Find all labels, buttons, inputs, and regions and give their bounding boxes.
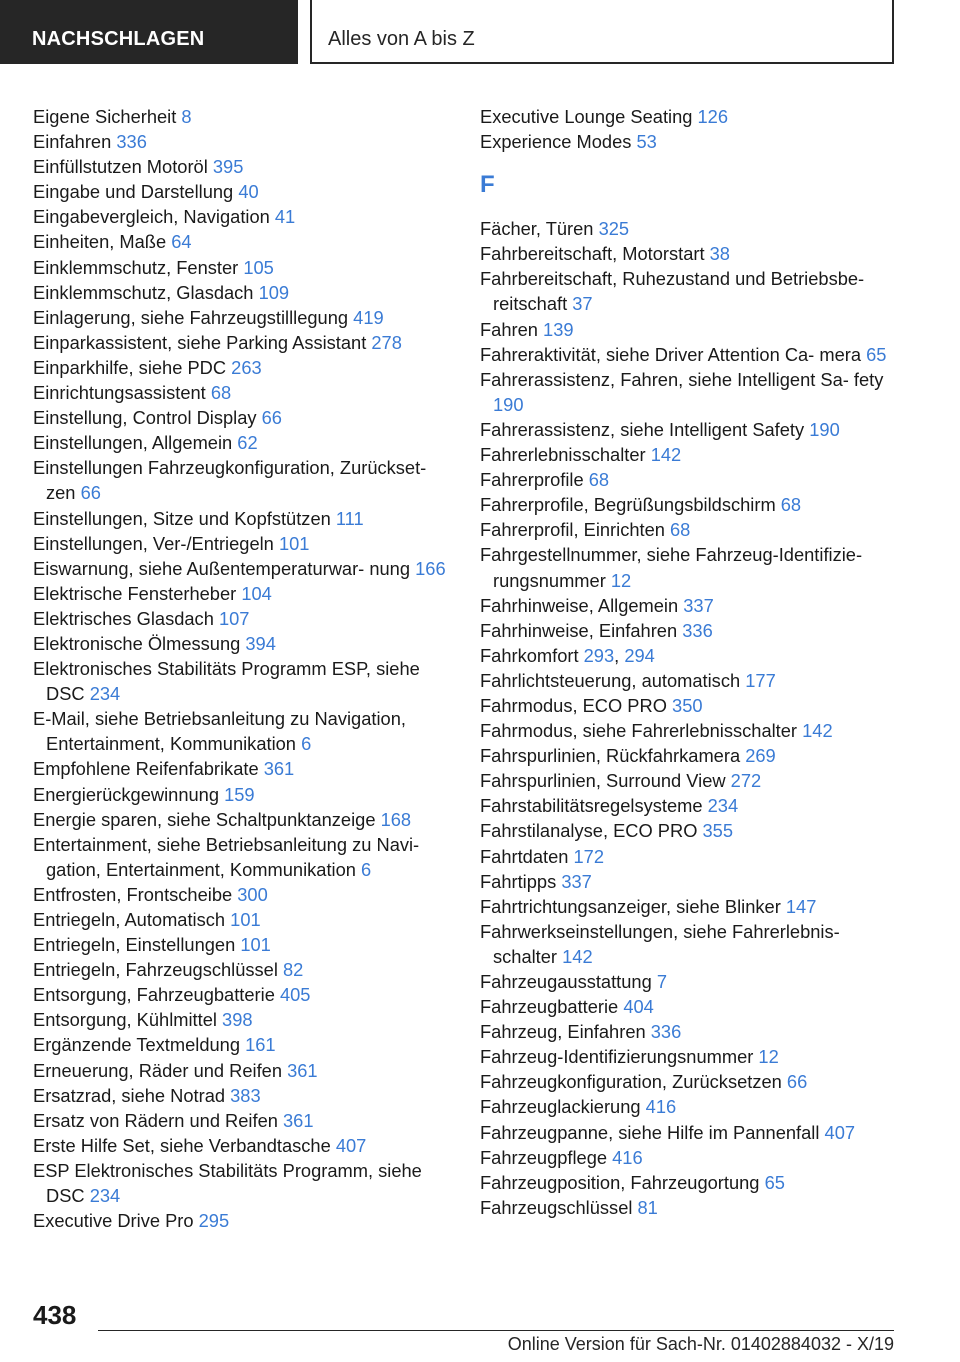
page-reference-link[interactable]: 81	[637, 1196, 658, 1218]
index-entry	[33, 807, 453, 832]
index-entry-text: Einstellungen Fahrzeugkonfiguration, Zurückset‐ zen	[33, 457, 427, 504]
page-reference-link[interactable]: 68	[670, 519, 691, 541]
page-reference-link[interactable]: 142	[650, 444, 682, 466]
index-entry-text: Einlagerung, siehe Fahrzeugstilllegung	[33, 306, 349, 328]
index-entry	[33, 706, 453, 756]
index-entry-text: Einstellungen, Sitze und Kopfstützen	[33, 507, 331, 529]
index-entry-text: Executive Drive Pro	[33, 1210, 194, 1232]
page-reference-link[interactable]: 278	[371, 331, 402, 353]
index-entry-text: Fahreraktivität, siehe Driver Attention Ca‐ mera	[480, 343, 862, 365]
index-entry-text: Einstellungen, Ver-/Entriegeln	[33, 532, 274, 554]
page-reference-link[interactable]: 383	[230, 1084, 261, 1106]
index-entry-text: Fahrzeugpflege	[480, 1146, 608, 1168]
index-entry	[33, 330, 453, 355]
page-reference-link[interactable]: 272	[730, 770, 762, 792]
index-entry-text: Fahrerlebnisschalter	[480, 444, 646, 466]
page-reference-link[interactable]: 12	[610, 569, 632, 591]
index-entry-text: Fahrerprofile	[480, 469, 584, 491]
index-entry-text: Fahrmodus, siehe Fahrerlebnisschalter	[480, 720, 798, 742]
index-entry: Fahrkomfort 293, 294	[480, 644, 655, 666]
index-entry	[480, 1170, 892, 1195]
index-entry	[33, 1133, 453, 1158]
index-entry	[480, 668, 892, 693]
index-entry-text: Einparkassistent, siehe Parking Assistant	[33, 331, 367, 353]
index-entry	[33, 932, 453, 957]
index-entry-text: ESP Elektronisches Stabilitäts Programm, siehe DSC	[33, 1159, 422, 1207]
page-reference-link[interactable]: 66	[80, 482, 101, 504]
index-entry-text: Erste Hilfe Set, siehe Verbandtasche	[33, 1134, 331, 1156]
index-entry	[33, 982, 453, 1007]
page-reference-link[interactable]: 104	[241, 582, 272, 604]
index-entry-text: Fahrerprofile, Begrüßungsbildschirm	[480, 494, 776, 516]
index-entry	[33, 506, 453, 531]
index-entry	[33, 455, 453, 505]
index-entry-text: Einstellung, Control Display	[33, 407, 257, 429]
page-reference-link[interactable]: 325	[598, 218, 630, 240]
page-reference-link[interactable]: 172	[573, 845, 605, 867]
index-entry-text: Fahrstilanalyse, ECO PRO	[480, 820, 698, 842]
index-entry-text: Fahrtdaten	[480, 845, 569, 867]
index-entry	[480, 216, 892, 241]
index-entry-text: Entsorgung, Kühlmittel	[33, 1009, 217, 1031]
index-entry	[33, 606, 453, 631]
index-entry	[480, 1120, 892, 1145]
page-reference-link[interactable]: 395	[212, 156, 244, 178]
page-reference-link[interactable]: 6	[361, 858, 372, 880]
index-entry	[33, 104, 453, 129]
index-entry	[480, 1094, 892, 1119]
page-reference-link[interactable]: 294	[624, 644, 655, 666]
index-entry-text: E-Mail, siehe Betriebsanleitung zu Navigation, Entertainment, Kommunikation	[33, 708, 406, 755]
page-reference-link[interactable]: 7	[656, 971, 668, 992]
index-entry	[33, 305, 453, 330]
index-entry	[33, 907, 453, 932]
index-entry	[480, 129, 892, 154]
page-reference-link[interactable]: 190	[809, 418, 840, 440]
index-entry	[480, 342, 892, 367]
index-entry-text: Elektrische Fensterheber	[33, 582, 237, 604]
page-reference-link[interactable]: 40	[238, 181, 259, 203]
page-reference-link[interactable]: 65	[866, 343, 887, 365]
page-reference-link[interactable]: 68	[588, 469, 610, 491]
index-entry-text: Entriegeln, Einstellungen	[33, 934, 236, 956]
page-reference-link[interactable]: 126	[697, 106, 729, 127]
index-entry	[480, 768, 892, 793]
header-title-box	[310, 0, 894, 64]
page-reference-link[interactable]: 394	[245, 632, 276, 654]
index-entry-text: Fahrmodus, ECO PRO	[480, 694, 667, 716]
page-reference-link[interactable]: 190	[493, 393, 524, 415]
page-reference-link[interactable]: 101	[278, 532, 310, 554]
page-reference-link[interactable]: 53	[636, 131, 657, 153]
page-reference-link[interactable]: 398	[222, 1009, 253, 1031]
index-entry	[480, 442, 892, 467]
index-entry-text: Eiswarnung, siehe Außentemperaturwar‐ nung	[33, 557, 411, 579]
index-entry-text: Fahrzeug, Einfahren	[480, 1021, 646, 1043]
index-entry	[33, 556, 453, 581]
page-reference-link[interactable]: 234	[707, 795, 739, 817]
index-entry-text: Entsorgung, Fahrzeugbatterie	[33, 984, 275, 1006]
page-reference-link[interactable]: 405	[279, 984, 311, 1006]
index-entry-text: Fahrzeuglackierung	[480, 1096, 641, 1118]
page-reference-link[interactable]: 336	[650, 1021, 682, 1043]
footer-online-version: Online Version für Sach-Nr. 01402884032 - X/19	[507, 1334, 894, 1354]
index-entry	[33, 1032, 453, 1057]
header-section-tab	[0, 0, 298, 64]
page-reference-link[interactable]: 361	[283, 1109, 314, 1131]
index-entry-text: Fahrwerkseinstellungen, siehe Fahrerlebnis‐ schalter	[480, 920, 840, 967]
index-entry	[33, 656, 453, 706]
index-entry	[480, 844, 892, 869]
index-entry	[480, 1195, 892, 1220]
index-entry	[480, 266, 892, 316]
index-entry-text: Fahrerassistenz, Fahren, siehe Intelligent Sa‐ fety	[480, 368, 884, 390]
index-entry-text: Ersatzrad, siehe Notrad	[33, 1084, 226, 1106]
index-entry-text: Einrichtungsassistent	[33, 382, 206, 404]
index-entry	[480, 1044, 892, 1069]
index-entry-text: Fahrzeugkonfiguration, Zurücksetzen	[480, 1071, 782, 1093]
index-entry-text: Fahrerassistenz, siehe Intelligent Safety	[480, 418, 805, 440]
index-entry-text: Einklemmschutz, Fenster	[33, 256, 239, 278]
index-entry-text: Fahrzeugbatterie	[480, 996, 619, 1018]
footer-divider	[98, 1330, 894, 1331]
page-reference-link[interactable]: 293	[583, 644, 615, 666]
index-entry-text: Fahrerprofil, Einrichten	[480, 519, 665, 541]
section-letter: F	[480, 171, 495, 199]
index-entry	[33, 154, 453, 179]
index-entry	[480, 241, 892, 266]
index-entry	[33, 280, 453, 305]
page-reference-link[interactable]: 65	[764, 1171, 785, 1193]
page-reference-link[interactable]: 361	[287, 1059, 318, 1081]
page-reference-link[interactable]: 12	[758, 1046, 779, 1068]
index-entry	[33, 355, 453, 380]
page-reference-link[interactable]: 337	[561, 870, 592, 892]
index-entry-text: Fächer, Türen	[480, 218, 594, 240]
page-reference-link[interactable]: 407	[335, 1134, 367, 1156]
page-reference-link[interactable]: 6	[301, 733, 312, 755]
page-reference-link[interactable]: 109	[258, 281, 290, 303]
page-reference-link[interactable]: 62	[237, 432, 258, 454]
index-entry	[480, 919, 892, 969]
index-entry	[33, 782, 453, 807]
index-entry	[480, 718, 892, 743]
index-entry	[480, 869, 892, 894]
page-reference-link[interactable]: 166	[415, 557, 446, 579]
index-entry	[33, 1108, 453, 1133]
page-reference-link[interactable]: 111	[335, 507, 364, 529]
page-reference-link[interactable]: 336	[116, 131, 147, 153]
index-entry-text: Eingabevergleich, Navigation	[33, 206, 270, 228]
index-entry	[480, 517, 892, 542]
index-entry	[33, 882, 453, 907]
index-entry-text: Fahrzeugausstattung	[480, 971, 652, 992]
index-entry	[33, 229, 453, 254]
index-entry	[480, 793, 892, 818]
header-title: Alles von A bis Z	[328, 28, 475, 50]
index-entry	[33, 405, 453, 430]
index-entry-text: Fahrbereitschaft, Motorstart	[480, 243, 705, 265]
index-entry-text: Fahrtipps	[480, 870, 557, 892]
index-entry	[480, 317, 892, 342]
page-reference-link[interactable]: 177	[745, 669, 776, 691]
index-entry	[480, 894, 892, 919]
index-entry	[480, 693, 892, 718]
page-reference-link[interactable]: 300	[237, 883, 268, 905]
index-entry-text: Fahrspurlinien, Rückfahrkamera	[480, 745, 741, 767]
page-reference-link[interactable]: 68	[210, 382, 232, 404]
index-entry-text: Einklemmschutz, Glasdach	[33, 281, 254, 303]
index-entry	[33, 581, 453, 606]
page-reference-link[interactable]: 8	[181, 106, 192, 127]
index-entry	[33, 1058, 453, 1083]
index-entry	[33, 756, 453, 781]
index-entry	[33, 129, 453, 154]
page-reference-link[interactable]: 68	[780, 494, 802, 516]
page-reference-link[interactable]: 101	[230, 909, 261, 930]
index-entry-text: Einstellungen, Allgemein	[33, 432, 233, 454]
page-reference-link[interactable]: 355	[702, 820, 734, 842]
index-entry	[33, 957, 453, 982]
index-entry	[33, 631, 453, 656]
index-entry	[480, 818, 892, 843]
page-reference-link[interactable]: 147	[785, 895, 817, 917]
index-entry	[33, 1158, 453, 1208]
index-entry-text: Empfohlene Reifenfabrikate	[33, 758, 259, 780]
index-entry-text: Entfrosten, Frontscheibe	[33, 883, 233, 905]
page-reference-link[interactable]: 159	[224, 783, 255, 805]
index-entry-text: Einfahren	[33, 131, 112, 153]
page-reference-link[interactable]: 64	[171, 231, 192, 253]
index-entry	[33, 255, 453, 280]
index-entry-text: Einparkhilfe, siehe PDC	[33, 356, 227, 378]
index-column-right	[480, 104, 892, 1220]
index-entry-text: Ergänzende Textmeldung	[33, 1034, 240, 1056]
page-reference-link[interactable]: 41	[274, 206, 296, 228]
index-entry	[480, 1069, 892, 1094]
index-entry-text: Ersatz von Rädern und Reifen	[33, 1109, 278, 1131]
page-reference-link[interactable]: 66	[261, 407, 282, 429]
page-reference-link[interactable]: 263	[231, 356, 262, 378]
page-reference-link[interactable]: 161	[245, 1034, 276, 1056]
index-entry-text: Fahrbereitschaft, Ruhezustand und Betriebsbe‐ reitschaft	[480, 268, 865, 315]
index-entry	[480, 593, 892, 618]
page-reference-link[interactable]: 168	[380, 808, 412, 830]
header-section-label: NACHSCHLAGEN	[32, 28, 205, 50]
index-entry-text: Entriegeln, Automatisch	[33, 909, 226, 930]
index-entry-text: Erneuerung, Räder und Reifen	[33, 1059, 282, 1081]
index-entry	[480, 1019, 892, 1044]
index-entry	[480, 969, 892, 994]
index-entry-text: Entertainment, siehe Betriebsanleitung zu Navi‐ gation, Entertainment, Kommunikation	[33, 833, 420, 880]
index-entry	[480, 542, 892, 592]
page-reference-link[interactable]: 105	[243, 256, 274, 278]
index-entry-text: Fahrspurlinien, Surround View	[480, 770, 726, 792]
index-entry-text: Fahrhinweise, Einfahren	[480, 619, 678, 641]
page-reference-link[interactable]: 336	[682, 619, 713, 641]
index-entry-text: Fahrkomfort	[480, 644, 579, 666]
page-reference-link[interactable]: 234	[89, 683, 121, 705]
page-reference-link[interactable]: 142	[562, 945, 593, 967]
index-entry	[33, 179, 453, 204]
index-entry	[480, 417, 892, 442]
index-entry	[33, 1007, 453, 1032]
index-entry-text: Energie sparen, siehe Schaltpunktanzeige	[33, 808, 376, 830]
index-entry	[33, 1083, 453, 1108]
page-reference-link[interactable]: 350	[672, 694, 703, 716]
page-reference-link[interactable]: 416	[612, 1146, 643, 1168]
index-entry-text: Fahrhinweise, Allgemein	[480, 594, 679, 616]
page-reference-link[interactable]: 101	[240, 934, 271, 956]
index-entry-text: Fahrzeug-Identifizierungsnummer	[480, 1046, 754, 1068]
index-entry-text: Eigene Sicherheit	[33, 106, 177, 127]
index-entry-text: Experience Modes	[480, 131, 632, 153]
page-reference-link[interactable]: 361	[263, 758, 295, 780]
page-reference-link[interactable]: 234	[89, 1185, 121, 1207]
index-entry	[480, 467, 892, 492]
index-entry	[480, 367, 892, 417]
page-reference-link[interactable]: 295	[198, 1210, 230, 1232]
index-entry-text: Fahrzeugpanne, siehe Hilfe im Pannenfall	[480, 1121, 820, 1143]
page-reference-link[interactable]: 142	[802, 720, 833, 742]
index-entry	[33, 380, 453, 405]
index-entry-text: Elektrisches Glasdach	[33, 607, 214, 629]
index-entry-text: Elektronisches Stabilitäts Programm ESP, siehe DSC	[33, 658, 420, 705]
index-entry	[33, 531, 453, 556]
index-entry	[480, 743, 892, 768]
index-entry	[480, 492, 892, 517]
index-entry	[480, 104, 892, 129]
index-entry-text: Elektronische Ölmessung	[33, 632, 241, 654]
page-reference-link[interactable]: 269	[745, 745, 776, 767]
index-entry-text: Fahrstabilitätsregelsysteme	[480, 795, 703, 817]
index-entry	[33, 430, 453, 455]
index-entry	[33, 204, 453, 229]
page-reference-link[interactable]: 107	[218, 607, 250, 629]
page-reference-link[interactable]: 337	[683, 594, 714, 616]
index-entry-text: Energierückgewinnung	[33, 783, 219, 805]
page-number: 438	[33, 1300, 77, 1330]
index-entry-text: Eingabe und Darstellung	[33, 181, 234, 203]
page-reference-link[interactable]: 404	[623, 996, 654, 1018]
index-entry	[33, 832, 453, 882]
index-entry-text: Fahrlichtsteuerung, automatisch	[480, 669, 741, 691]
index-entry	[480, 994, 892, 1019]
index-column-left	[33, 104, 453, 1233]
index-entry-text: Einheiten, Maße	[33, 231, 167, 253]
page-reference-link[interactable]: 66	[786, 1071, 808, 1093]
index-entry	[480, 1145, 892, 1170]
index-entry-text: Einfüllstutzen Motoröl	[33, 156, 208, 178]
index-entry-text: Fahren	[480, 318, 538, 340]
page-reference-link[interactable]: 416	[645, 1096, 677, 1118]
index-entry	[480, 618, 892, 643]
page-reference-link[interactable]: 37	[572, 293, 593, 315]
index-entry	[33, 1208, 453, 1233]
index-entry-text: Fahrzeugposition, Fahrzeugortung	[480, 1171, 760, 1193]
page-reference-link[interactable]: 139	[543, 318, 574, 340]
index-entry-text: Fahrzeugschlüssel	[480, 1196, 633, 1218]
page-reference-link[interactable]: 419	[353, 306, 384, 328]
index-entry-text: Executive Lounge Seating	[480, 106, 693, 127]
index-entry-text: Fahrgestellnummer, siehe Fahrzeug-Identifizie‐ rungsnummer	[480, 544, 863, 591]
index-entry-text: Entriegeln, Fahrzeugschlüssel	[33, 959, 278, 981]
page-reference-link[interactable]: 407	[824, 1121, 856, 1143]
index-entry-text: Fahrtrichtungsanzeiger, siehe Blinker	[480, 895, 781, 917]
page-reference-link[interactable]: 38	[709, 243, 730, 265]
page-reference-link[interactable]: 82	[283, 959, 304, 981]
